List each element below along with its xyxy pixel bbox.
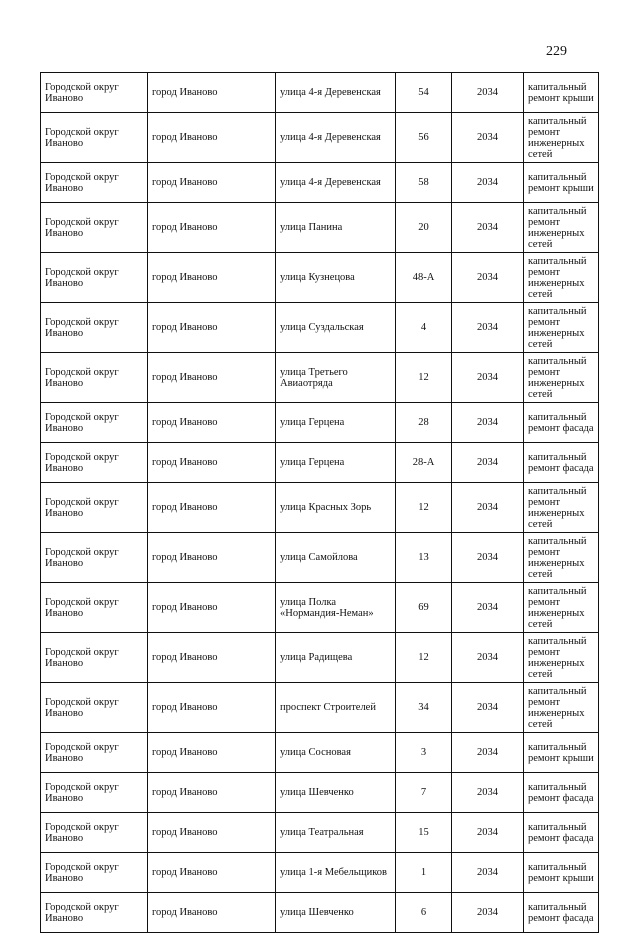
city-cell: город Иваново (148, 403, 276, 443)
work-type-cell: капитальный ремонт крыши (524, 73, 599, 113)
district-cell: Городской округ Иваново (41, 483, 148, 533)
work-type-cell: капитальный ремонт фасада (524, 893, 599, 933)
house-cell: 56 (396, 113, 452, 163)
year-cell: 2034 (452, 533, 524, 583)
year-cell: 2034 (452, 483, 524, 533)
table-row (41, 633, 599, 683)
house-cell: 12 (396, 633, 452, 683)
district-cell: Городской округ Иваново (41, 443, 148, 483)
table-row (41, 483, 599, 533)
house-cell: 28 (396, 403, 452, 443)
work-type-cell: капитальный ремонт фасада (524, 403, 599, 443)
year-cell: 2034 (452, 443, 524, 483)
year-cell: 2034 (452, 813, 524, 853)
city-cell: город Иваново (148, 583, 276, 633)
work-type-cell: капитальный ремонт инженерных сетей (524, 533, 599, 583)
year-cell: 2034 (452, 733, 524, 773)
district-cell: Городской округ Иваново (41, 683, 148, 733)
house-cell: 48-А (396, 253, 452, 303)
house-cell: 20 (396, 203, 452, 253)
city-cell: город Иваново (148, 353, 276, 403)
house-cell: 3 (396, 733, 452, 773)
work-type-cell: капитальный ремонт фасада (524, 443, 599, 483)
work-type-cell: капитальный ремонт крыши (524, 733, 599, 773)
work-type-cell: капитальный ремонт фасада (524, 773, 599, 813)
table-row (41, 443, 599, 483)
city-cell: город Иваново (148, 163, 276, 203)
district-cell: Городской округ Иваново (41, 353, 148, 403)
street-cell: улица Третьего Авиаотряда (276, 353, 396, 403)
table-row (41, 813, 599, 853)
table-row (41, 73, 599, 113)
year-cell: 2034 (452, 633, 524, 683)
street-cell: улица Красных Зорь (276, 483, 396, 533)
work-type-cell: капитальный ремонт инженерных сетей (524, 253, 599, 303)
district-cell: Городской округ Иваново (41, 893, 148, 933)
work-type-cell: капитальный ремонт инженерных сетей (524, 113, 599, 163)
district-cell: Городской округ Иваново (41, 733, 148, 773)
district-cell: Городской округ Иваново (41, 253, 148, 303)
street-cell: улица Театральная (276, 813, 396, 853)
house-cell: 34 (396, 683, 452, 733)
street-cell: улица Самойлова (276, 533, 396, 583)
district-cell: Городской округ Иваново (41, 773, 148, 813)
district-cell: Городской округ Иваново (41, 73, 148, 113)
work-type-cell: капитальный ремонт инженерных сетей (524, 203, 599, 253)
street-cell: улица Суздальская (276, 303, 396, 353)
table-row (41, 893, 599, 933)
house-cell: 1 (396, 853, 452, 893)
year-cell: 2034 (452, 303, 524, 353)
house-cell: 15 (396, 813, 452, 853)
house-cell: 28-А (396, 443, 452, 483)
street-cell: улица 4-я Деревенская (276, 73, 396, 113)
street-cell: улица Радищева (276, 633, 396, 683)
house-cell: 12 (396, 483, 452, 533)
work-type-cell: капитальный ремонт инженерных сетей (524, 353, 599, 403)
street-cell: улица Герцена (276, 403, 396, 443)
street-cell: улица 4-я Деревенская (276, 163, 396, 203)
city-cell: город Иваново (148, 773, 276, 813)
house-cell: 69 (396, 583, 452, 633)
district-cell: Городской округ Иваново (41, 113, 148, 163)
table-row (41, 163, 599, 203)
city-cell: город Иваново (148, 443, 276, 483)
table-row (41, 733, 599, 773)
district-cell: Городской округ Иваново (41, 533, 148, 583)
street-cell: улица 1-я Мебельщиков (276, 853, 396, 893)
city-cell: город Иваново (148, 633, 276, 683)
street-cell: улица Кузнецова (276, 253, 396, 303)
district-cell: Городской округ Иваново (41, 583, 148, 633)
year-cell: 2034 (452, 893, 524, 933)
city-cell: город Иваново (148, 533, 276, 583)
year-cell: 2034 (452, 683, 524, 733)
city-cell: город Иваново (148, 853, 276, 893)
work-type-cell: капитальный ремонт фасада (524, 813, 599, 853)
district-cell: Городской округ Иваново (41, 303, 148, 353)
table-row (41, 683, 599, 733)
city-cell: город Иваново (148, 483, 276, 533)
city-cell: город Иваново (148, 303, 276, 353)
year-cell: 2034 (452, 853, 524, 893)
year-cell: 2034 (452, 773, 524, 813)
city-cell: город Иваново (148, 813, 276, 853)
table-row (41, 253, 599, 303)
year-cell: 2034 (452, 403, 524, 443)
district-cell: Городской округ Иваново (41, 203, 148, 253)
street-cell: улица 4-я Деревенская (276, 113, 396, 163)
house-cell: 54 (396, 73, 452, 113)
table-row (41, 303, 599, 353)
page-number: 229 (546, 44, 567, 59)
year-cell: 2034 (452, 353, 524, 403)
house-cell: 7 (396, 773, 452, 813)
district-cell: Городской округ Иваново (41, 633, 148, 683)
street-cell: улица Полка «Нормандия-Неман» (276, 583, 396, 633)
table-row (41, 583, 599, 633)
year-cell: 2034 (452, 203, 524, 253)
city-cell: город Иваново (148, 113, 276, 163)
work-type-cell: капитальный ремонт инженерных сетей (524, 303, 599, 353)
year-cell: 2034 (452, 253, 524, 303)
work-type-cell: капитальный ремонт инженерных сетей (524, 483, 599, 533)
table-row (41, 403, 599, 443)
work-type-cell: капитальный ремонт инженерных сетей (524, 683, 599, 733)
city-cell: город Иваново (148, 253, 276, 303)
street-cell: улица Шевченко (276, 773, 396, 813)
table-row (41, 203, 599, 253)
district-cell: Городской округ Иваново (41, 163, 148, 203)
repair-schedule-table (40, 72, 599, 933)
street-cell: улица Панина (276, 203, 396, 253)
city-cell: город Иваново (148, 203, 276, 253)
house-cell: 12 (396, 353, 452, 403)
table-row (41, 853, 599, 893)
year-cell: 2034 (452, 163, 524, 203)
district-cell: Городской округ Иваново (41, 813, 148, 853)
year-cell: 2034 (452, 583, 524, 633)
table-row (41, 113, 599, 163)
year-cell: 2034 (452, 113, 524, 163)
house-cell: 4 (396, 303, 452, 353)
city-cell: город Иваново (148, 73, 276, 113)
street-cell: проспект Строителей (276, 683, 396, 733)
street-cell: улица Сосновая (276, 733, 396, 773)
house-cell: 58 (396, 163, 452, 203)
table-row (41, 353, 599, 403)
work-type-cell: капитальный ремонт инженерных сетей (524, 583, 599, 633)
street-cell: улица Герцена (276, 443, 396, 483)
work-type-cell: капитальный ремонт инженерных сетей (524, 633, 599, 683)
district-cell: Городской округ Иваново (41, 853, 148, 893)
table-row (41, 773, 599, 813)
city-cell: город Иваново (148, 733, 276, 773)
work-type-cell: капитальный ремонт крыши (524, 853, 599, 893)
house-cell: 13 (396, 533, 452, 583)
house-cell: 6 (396, 893, 452, 933)
street-cell: улица Шевченко (276, 893, 396, 933)
year-cell: 2034 (452, 73, 524, 113)
work-type-cell: капитальный ремонт крыши (524, 163, 599, 203)
table-row (41, 533, 599, 583)
district-cell: Городской округ Иваново (41, 403, 148, 443)
city-cell: город Иваново (148, 683, 276, 733)
city-cell: город Иваново (148, 893, 276, 933)
